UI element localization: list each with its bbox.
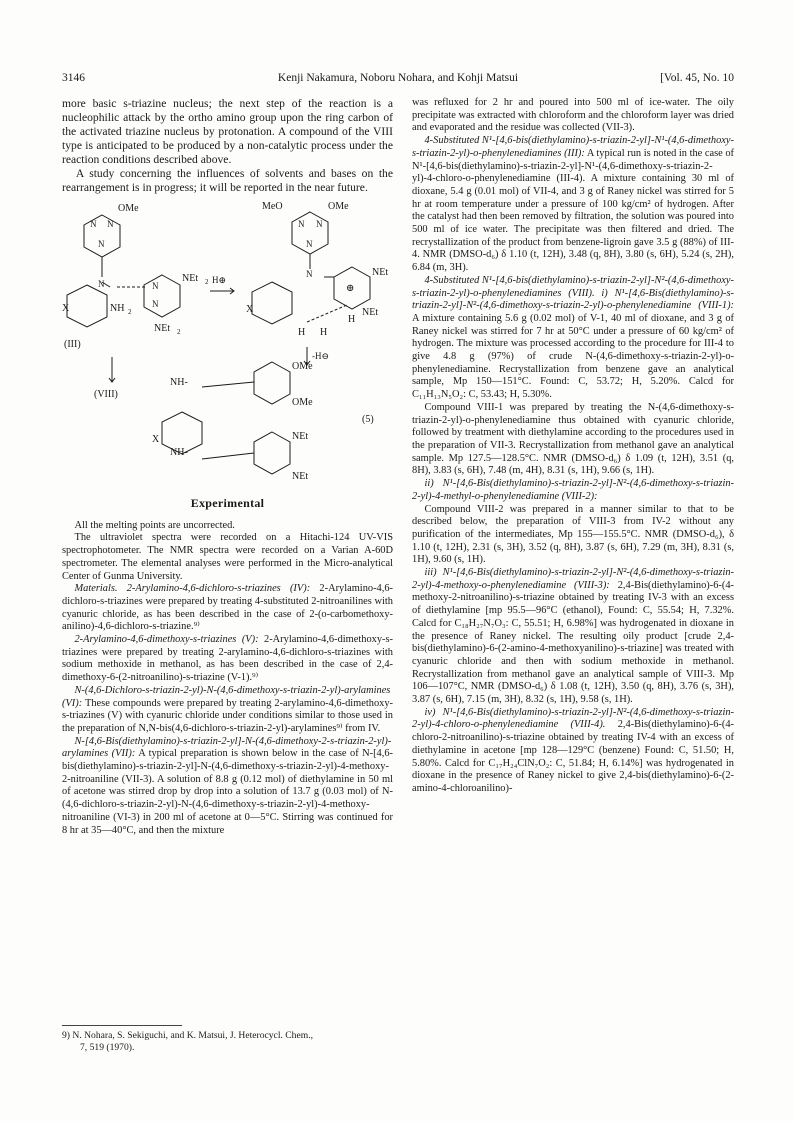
compound-vii-paragraph [62,736,393,838]
compound-v-body: 2-Arylamino-4,6-dimethoxy-s-triazines were prepared by treating 2-arylamino-4,6-dichloro-s-triazines with sodium methoxide in methanol, as has been described in the case of 2,4-dimethoxy-6-(2-nitroanilino)-s-triazine (V-1).⁹⁾ [62,634,393,684]
footnote [62,1030,393,1054]
running-authors: Kenji Nakamura, Noboru Nohara, and Kohji Matsui [277,72,519,84]
scheme-net2-r2: NEt [362,307,379,318]
compound-vi-body: These compounds were prepared by treating 2-arylamino-4,6-dimethoxy-s-triazines (V) with cyanuric chloride under conditions similar to those used in the preparation of N,N-bis(4,6-dichloro-s-triazin-2-yl)-arylamines⁹⁾ from IV. [62,697,393,734]
scheme-net2-b2: NEt [292,471,309,482]
scheme-label-ome-top: OMe [118,203,139,214]
intro-paragraph-1: more basic s-triazine nucleus; the next step of the reaction is a nucleophilic attack by the ortho amino group upon the ring carbon of the activated triazine nucleus by protonation. A compound of the VIII type is anticipated to be produced by a non-catalytic process under the reaction conditions described above. [62,97,393,166]
benzene-ring-2 [252,282,292,324]
compound-viii-2-paragraph: Compound VIII-2 was prepared in a manner similar to that to be described below, the preparation of VIII-3 from IV-2 without any purification of the intermediates, Mp 155—155.5°C. NMR (DMSO-d₆), δ 1.10 (t, 12H), 2.31 (s, 3H), 3.52 (q, 8H), 3.87 (s, 6H), 7.29 (m, 3H), 8.31 (s, 1H), 9.60 (s, 1H). [412,503,734,566]
compound-viii-1-prep-paragraph: Compound VIII-1 was prepared by treating the N-(4,6-dimethoxy-s-triazin-2-yl)-o-phenylenediamine thus obtained with cyanuric chloride, followed by treatment with diethylamine according to the procedures used in the preparation of VII-3. Recrystallization from methanol gave an analytical sample. Mp 127.5—128.5°C. NMR (DMSO-d₆) δ 1.09 (t, 12H), 3.51 (q, 8H), 3.83 (s, 6H), 7.48 (m, 4H), 8.31 (s, 1H), 9.66 (s, 1H). [412,401,734,477]
running-header [62,72,734,88]
page-number: 3146 [62,72,85,84]
materials-heading: Materials. 2-Arylamino-4,6-dichloro-s-triazines (IV): [74,583,311,595]
compound-vii-heading: N-[4,6-Bis(diethylamino)-s-triazin-2-yl]-N-(4,6-dimethoxy-2-s-triazin-2-yl)-arylamines (VII): [62,735,392,760]
scheme-net2-1: NEt [182,273,199,284]
melting-points-paragraph: All the melting points are uncorrected. [74,519,235,531]
equation-number: (5) [362,414,374,425]
compound-viii-2-heading: ii) N¹-[4,6-Bis(diethylamino)-s-triazin-2-yl]-N²-(4,6-dimethoxy-s-triazin-2-yl)-4-methyl-o-phenylenediamine (VIII-2): [412,478,734,502]
compound-vi-paragraph [62,685,393,736]
scheme-h-minus: -H⊖ [312,351,330,361]
scheme-x-3: X [152,434,160,445]
scheme-n-7: N [298,219,305,229]
materials-body: 2-Arylamino-4,6-dichloro-s-triazines were prepared by treating 4-substituted 2-nitroanilines with cyanuric chloride, as has been described in the case of 2-(o-carbomethoxy-anilino)-4,6-dichloro-s-triazine.⁹⁾ [62,583,393,633]
compound-v-heading: 2-Arylamino-4,6-dimethoxy-s-triazines (V): [74,634,259,646]
left-column [62,97,393,837]
continuation-paragraph: was refluxed for 2 hr and poured into 500 ml of ice-water. The oily precipitate was extracted with chloroform and the chloroform layer was dried and evaporated and the residue was collected (VII-3). [412,97,734,134]
triazine-ring-4 [254,362,290,404]
compound-viii-1-heading: i) N¹-[4,6-Bis(diethylamino)-s-triazin-2-yl]-N²-(4,6-dimethoxy-s-triazin-2-yl)-o-phenylenediamine (VIII-1): [412,287,734,312]
scheme-nh-1: NH- [170,377,188,388]
footnote-rule [62,1025,182,1026]
scheme-h-2: H [298,327,306,338]
footnote-line-1: 9) N. Nohara, S. Sekiguchi, and K. Matsui, J. Heterocycl. Chem., [62,1030,313,1041]
compound-iii-label: (III) [64,339,81,350]
scheme-nh2: NH [110,303,125,314]
scheme-n-2: N [107,219,114,229]
compound-viii-label: (VIII) [94,389,118,400]
scheme-n-10: N [306,269,313,279]
right-column [412,97,734,796]
compound-viii-4-heading: iv) N¹-[4,6-Bis(diethylamino)-s-triazin-2-yl]-N²-(4,6-dimethoxy-s-triazin-2-yl)-4-chloro-o-phenylenediamine (VIII-4). [412,706,734,731]
compound-viii-4-paragraph [412,707,734,796]
benzene-ring-1 [67,285,107,327]
scheme-n-9: N [306,239,313,249]
scheme-n-5: N [152,281,159,291]
scheme-ome-b1: OMe [292,361,313,372]
scheme-n-6: N [152,299,159,309]
scheme-ome-right: OMe [328,201,349,212]
materials-paragraph [62,583,393,634]
experimental-heading: Experimental [190,496,265,510]
scheme-ome-b2: OMe [292,397,313,408]
scheme-h-1: H [348,314,356,325]
compound-vi-heading: N-(4,6-Dichloro-s-triazin-2-yl)-N-(4,6-dimethoxy-s-triazin-2-yl)-arylamines (VI): [62,684,391,709]
scheme-n-4: N [98,279,105,289]
compound-iii-paragraph [412,135,734,275]
compound-viii-paragraph [412,275,734,402]
reaction-scheme [62,197,393,487]
compound-viii-3-heading: iii) N¹-[4,6-Bis(diethylamino)-s-triazin-2-yl]-N²-(4,6-dimethoxy-s-triazin-2-yl)-4-methoxy-o-phenylenediamine (VIII-3): [412,567,734,591]
scheme-nh-2: NH- [170,447,188,458]
footnote-line-2: 7, 519 (1970). [80,1042,135,1053]
scheme-meo-right: MeO [262,201,283,212]
scheme-net2-b1: NEt [292,431,309,442]
compound-viii-2-heading-paragraph [412,478,734,503]
compound-iii-body: A typical run is noted in the case of N¹-[4,6-bis(diethylamino)-s-triazin-2-yl]-N¹-(4,6-dimethoxy-s-triazin-2-yl)-4-chloro-o-phenylenediamine (III-4). A mixture containing 30 ml of dioxane, 5.4 g (0.01 mol) of VII-4, and 3 g of Raney nickel was stirred for 5 hr at room temperature under a pressure of 100 kg/cm² of hydrogen. After the catalyst had then been removed by filtration, the solution was poured into 500 ml of ice water. The precipitate was then filtered and dried. The recrystallization of the product from benzene-ligroin gave 3.5 g (88%) of III-4. NMR (DMSO-d₆) δ 1.10 (t, 12H), 3.48 (q, 8H), 3.80 (s, 6H), 5.24 (s, 2H), 6.84 (m, 3H). [412,147,735,274]
scheme-x-1: X [62,303,70,314]
scheme-sub-3: 2 [177,328,181,336]
triazine-ring-5 [254,432,290,474]
instruments-paragraph: The ultraviolet spectra were recorded on a Hitachi-124 UV-VIS spectrophotometer. The NMR spectra were recorded on a Varian A-60D spectrometer. The elemental analyses were performed in the Micro-analytical Center of Gunma University. [62,532,393,582]
scheme-net2-2: NEt [154,323,171,334]
compound-viii-1-body: A mixture containing 5.6 g (0.02 mol) of V-1, 40 ml of dioxane, and 3 g of Raney nickel was stirred for 7 hr at 50°C under a pressure of 60 kg/cm² of hydrogen. The mixture was processed according to the procedure for III-4 to give 4.8 g (97%) of crude N-(4,6-dimethoxy-s-triazin-2-yl)-o-phenylenediamine. Recrystallization from benzene gave an analytical sample, Mp 150—151°C. Found: C, 53.72; H, 5.20%. Calcd for C₁₁H₁₃N₅O₂: C, 53.43; H, 5.30%. [412,312,734,401]
compound-viii-3-paragraph [412,567,734,707]
scheme-sub-1: 2 [205,278,209,286]
intro-paragraph-2: A study concerning the influences of solvents and bases on the rearrangement is in progress; it will be reported in the near future. [62,167,393,194]
scheme-n-3: N [98,239,105,249]
scheme-n-1: N [90,219,97,229]
compound-viii-heading: 4-Substituted N¹-[4,6-bis(diethylamino)-s-triazin-2-yl]-N²-(4,6-dimethoxy-s-triazin-2-yl)-o-phenylenediamines (VIII). [412,274,734,299]
scheme-plus: ⊕ [346,283,355,294]
scheme-sub-2: 2 [128,308,132,316]
compound-vii-body: A typical preparation is shown below in the case of N-[4,6-bis(diethylamino)-s-triazin-2-yl]-N-(4,6-dimethoxy-s-triazin-2-yl)-4-methoxy-2-nitroaniline (VII-3). A solution of 8.8 g (0.12 mol) of diethylamine in 50 ml of acetone was stirred drop by drop into a solution of 13.7 g (0.03 mol) of N-(4,6-dichloro-s-triazin-2-yl)-N-(4,6-dimethoxy-s-triazin-2-yl)-4-methoxy-nitroaniline (VI-3) in 200 ml of acetone at 0—5°C. Stirring was continued for 8 hr at 35—40°C, and then the mixture [62,748,393,836]
reaction-scheme-drawing [62,197,393,487]
scheme-h-3: H [320,327,328,338]
compound-viii-4-body: 2,4-Bis(diethylamino)-6-(4-chloro-2-nitroanilino)-s-triazine obtained by treating IV-4 with an excess of diethylamine in acetone [mp 128—129°C (benzene) Found: C, 51.50; H, 5.80%. Calcd for C₁₇H₂₄ClN₇O₂: C, 51.84; H, 6.14%] was hydrogenated in dioxane in the presence of Raney nickel to give 2,4-bis(diethylamino)-6-(2-amino-4-chloroanilino)- [412,719,734,794]
compound-iii-heading: 4-Substituted N¹-[4,6-bis(diethylamino)-s-triazin-2-yl]-N¹-(4,6-dimethoxy-s-triazin-2-yl)-o-phenylenediamines (III): [412,135,734,159]
compound-v-paragraph [62,634,393,685]
scheme-x-2: X [246,304,254,315]
scheme-h-plus: H⊕ [212,275,227,285]
scheme-n-8: N [316,219,323,229]
compound-viii-3-body: 2,4-Bis(diethylamino)-6-(4-methoxy-2-nitroanilino)-s-triazine obtained by treating IV-3 with an excess of diethylamine [mp 95.5—96°C (ethanol), Found: C, 55.54; H, 7.32%. Calcd for C₁₈H₂₇N₇O₃: C, 55.51; H, 6.98%] was hydrogenated in dioxane in the presence of Raney nickel. The resulting oily product [crude 2,4-bis(diethylamino)-6-(2-amino-4-methoxyanilino)-s-triazine] was treated with cyanuric chloride and then with sodium methoxide in methanol. Recrystallization from methanol gave an analytical sample of VIII-3. Mp 106—107°C, NMR (DMSO-d₆) δ 1.08 (t, 12H), 3.50 (q, 8H), 3.76 (s, 3H), 3.87 (s, 6H), 7.15 (m, 3H), 8.32 (s, 1H), 9.58 (s, 1H). [412,579,734,706]
triazine-ring-2 [144,275,180,317]
scheme-net2-r1: NEt [372,267,389,278]
volume-label: [Vol. 45, No. 10 [660,72,734,84]
